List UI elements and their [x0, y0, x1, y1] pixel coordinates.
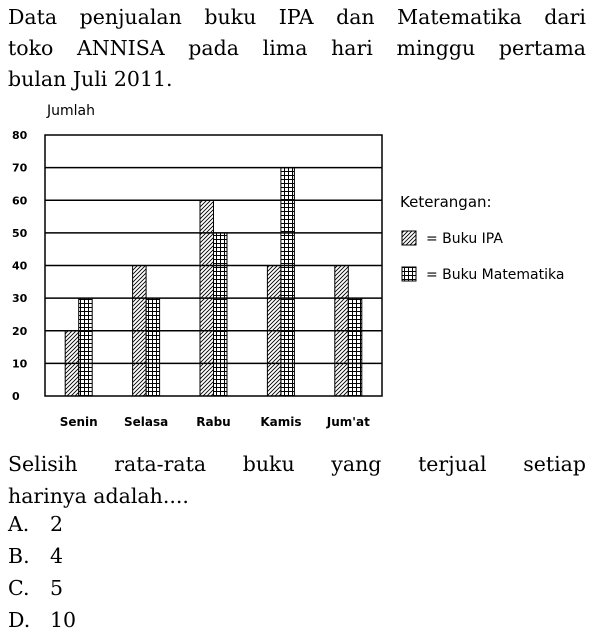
option-value: 4: [50, 544, 64, 568]
bar-ipa-1: [65, 331, 79, 396]
bar-chart: [0, 95, 595, 440]
option-c[interactable]: [8, 572, 76, 604]
legend-swatch-ipa: [402, 231, 416, 245]
option-value: 10: [50, 608, 77, 632]
bar-ipa-2: [133, 266, 147, 397]
y-axis-label: Jumlah: [47, 103, 95, 119]
prompt-line: harinya adalah....: [8, 484, 189, 508]
answer-options: [8, 508, 76, 636]
x-tick-label: Kamis: [260, 415, 302, 429]
chart-bars: [65, 168, 362, 396]
bar-ipa-4: [267, 266, 281, 397]
x-tick-label: Rabu: [196, 415, 231, 429]
bar-matematika-5: [348, 298, 362, 396]
y-tick-label: 30: [12, 292, 28, 306]
option-b[interactable]: [8, 540, 76, 572]
bar-ipa-3: [200, 200, 214, 396]
intro-line: bulan Juli 2011.: [8, 67, 173, 91]
option-value: 5: [50, 576, 64, 600]
option-letter: A.: [8, 512, 30, 536]
question-prompt: [8, 448, 586, 512]
legend-swatch-matematika: [402, 267, 416, 281]
y-tick-label: 40: [12, 259, 28, 273]
bar-matematika-2: [146, 298, 160, 396]
intro-line: toko ANNISA pada lima hari minggu pertama: [8, 36, 586, 60]
x-tick-label: Jum'at: [326, 415, 370, 429]
y-tick-label: 60: [12, 194, 28, 208]
option-a[interactable]: [8, 508, 76, 540]
prompt-line: Selisih rata-rata buku yang terjual setiap: [8, 452, 586, 476]
y-tick-label: 80: [12, 129, 28, 142]
legend-entry: = Buku Matematika: [426, 267, 565, 283]
option-d[interactable]: [8, 604, 76, 636]
question-intro: [8, 2, 586, 95]
legend: [400, 193, 564, 283]
bar-ipa-5: [335, 266, 349, 397]
x-tick-label: Selasa: [123, 415, 169, 429]
y-tick-label: 10: [12, 357, 28, 371]
legend-entry: = Buku IPA: [426, 231, 503, 247]
y-tick-label: 0: [12, 390, 20, 403]
y-tick-label: 70: [12, 161, 28, 175]
option-letter: D.: [8, 608, 31, 632]
y-tick-label: 50: [12, 226, 28, 240]
y-tick-label: 20: [12, 324, 28, 338]
x-tick-label: Senin: [59, 415, 98, 429]
y-tick-labels: [12, 129, 28, 403]
legend-title: Keterangan:: [400, 193, 492, 211]
option-letter: B.: [8, 544, 30, 568]
x-tick-labels: [60, 415, 370, 429]
intro-line: Data penjualan buku IPA dan Matematika dari: [8, 5, 586, 29]
bar-matematika-3: [214, 233, 228, 396]
option-value: 2: [50, 512, 64, 536]
bar-matematika-1: [79, 298, 93, 396]
bar-matematika-4: [281, 168, 295, 396]
option-letter: C.: [8, 576, 30, 600]
